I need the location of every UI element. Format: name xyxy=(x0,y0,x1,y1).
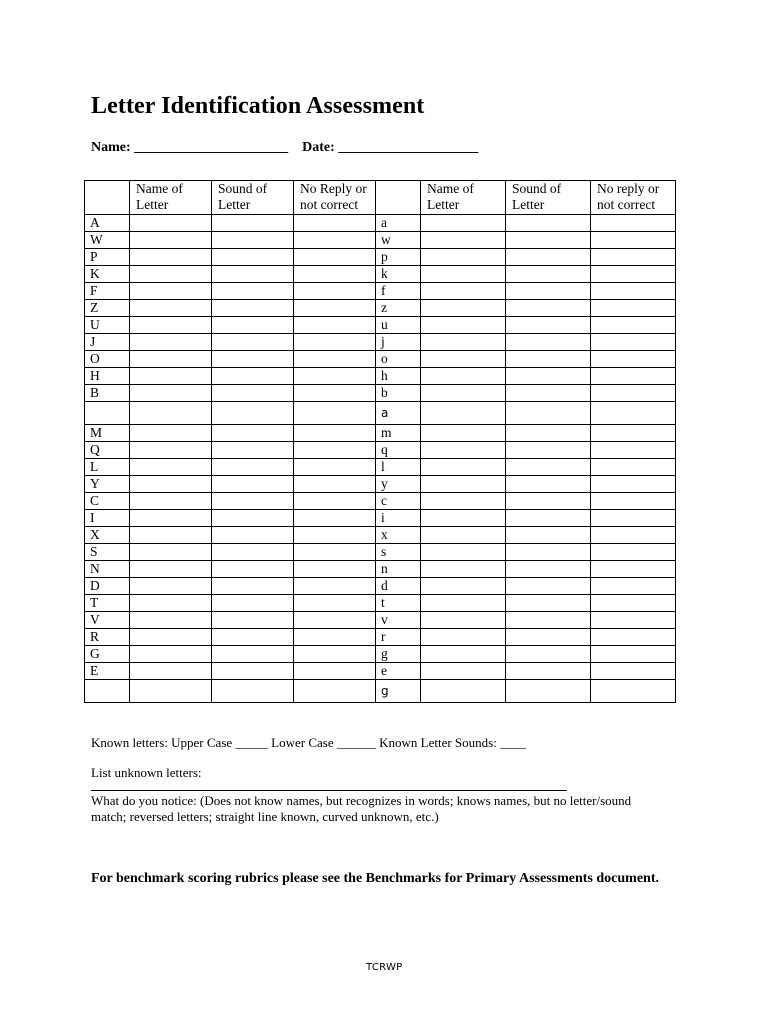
no-reply-cell[interactable] xyxy=(294,385,376,402)
name-of-letter-cell[interactable] xyxy=(130,232,212,249)
lower-letter-cell: k xyxy=(376,266,421,283)
sound-of-letter-cell[interactable] xyxy=(506,317,591,334)
no-reply-cell[interactable] xyxy=(294,215,376,232)
name-of-letter-cell[interactable] xyxy=(421,629,506,646)
upper-letter-cell xyxy=(85,680,130,703)
no-reply-cell[interactable] xyxy=(294,249,376,266)
lower-letter-cell: e xyxy=(376,663,421,680)
no-reply-cell[interactable] xyxy=(294,527,376,544)
lower-letter-cell: m xyxy=(376,425,421,442)
sound-of-letter-cell[interactable] xyxy=(212,612,294,629)
assessment-table xyxy=(84,180,676,703)
sound-of-letter-cell[interactable] xyxy=(506,544,591,561)
lower-letter-cell: t xyxy=(376,595,421,612)
table-row xyxy=(85,300,676,317)
table-row xyxy=(85,317,676,334)
name-of-letter-cell[interactable] xyxy=(130,595,212,612)
sound-of-letter-cell[interactable] xyxy=(212,680,294,703)
sound-of-letter-cell[interactable] xyxy=(506,459,591,476)
name-date-line xyxy=(91,140,478,156)
sound-of-letter-cell[interactable] xyxy=(506,351,591,368)
sound-of-letter-cell[interactable] xyxy=(506,595,591,612)
name-of-letter-cell[interactable] xyxy=(421,385,506,402)
no-reply-cell[interactable] xyxy=(294,510,376,527)
table-row xyxy=(85,612,676,629)
lower-letter-cell: g xyxy=(376,680,421,703)
name-of-letter-cell[interactable] xyxy=(130,425,212,442)
name-of-letter-cell[interactable] xyxy=(421,612,506,629)
sound-of-letter-cell[interactable] xyxy=(212,544,294,561)
sound-of-letter-cell[interactable] xyxy=(506,493,591,510)
header-cell: Name of Letter xyxy=(421,181,506,215)
header-cell: Sound of Letter xyxy=(506,181,591,215)
sound-of-letter-cell[interactable] xyxy=(212,629,294,646)
sound-of-letter-cell[interactable] xyxy=(506,561,591,578)
table-row xyxy=(85,351,676,368)
table-row xyxy=(85,561,676,578)
sound-of-letter-cell[interactable] xyxy=(212,595,294,612)
sound-of-letter-cell[interactable] xyxy=(506,680,591,703)
table-row xyxy=(85,595,676,612)
upper-letter-cell: U xyxy=(85,317,130,334)
no-reply-cell[interactable] xyxy=(591,283,676,300)
no-reply-cell[interactable] xyxy=(591,215,676,232)
sound-of-letter-cell[interactable] xyxy=(506,629,591,646)
sound-of-letter-cell[interactable] xyxy=(212,334,294,351)
no-reply-cell[interactable] xyxy=(591,249,676,266)
lower-letter-cell: f xyxy=(376,283,421,300)
date-field-label: Date: ____________________ xyxy=(302,140,479,155)
name-of-letter-cell[interactable] xyxy=(130,510,212,527)
sound-of-letter-cell[interactable] xyxy=(506,425,591,442)
name-of-letter-cell[interactable] xyxy=(130,629,212,646)
no-reply-cell[interactable] xyxy=(294,561,376,578)
no-reply-cell[interactable] xyxy=(591,629,676,646)
table-row xyxy=(85,402,676,425)
name-of-letter-cell[interactable] xyxy=(421,663,506,680)
name-of-letter-cell[interactable] xyxy=(421,544,506,561)
upper-letter-cell: L xyxy=(85,459,130,476)
name-of-letter-cell[interactable] xyxy=(421,300,506,317)
page-title: Letter Identification Assessment xyxy=(91,93,425,119)
upper-letter-cell: G xyxy=(85,646,130,663)
name-of-letter-cell[interactable] xyxy=(130,646,212,663)
table-row xyxy=(85,646,676,663)
no-reply-cell[interactable] xyxy=(591,578,676,595)
name-of-letter-cell[interactable] xyxy=(130,249,212,266)
table-row xyxy=(85,385,676,402)
no-reply-cell[interactable] xyxy=(591,351,676,368)
name-of-letter-cell[interactable] xyxy=(421,476,506,493)
sound-of-letter-cell[interactable] xyxy=(506,249,591,266)
sound-of-letter-cell[interactable] xyxy=(506,476,591,493)
sound-of-letter-cell[interactable] xyxy=(212,425,294,442)
name-of-letter-cell[interactable] xyxy=(130,612,212,629)
lower-letter-cell: r xyxy=(376,629,421,646)
name-of-letter-cell[interactable] xyxy=(130,402,212,425)
upper-letter-cell: T xyxy=(85,595,130,612)
lower-letter-cell: y xyxy=(376,476,421,493)
upper-letter-cell: Y xyxy=(85,476,130,493)
lower-letter-cell: a xyxy=(376,402,421,425)
lower-letter-cell: l xyxy=(376,459,421,476)
lower-letter-cell: b xyxy=(376,385,421,402)
upper-letter-cell xyxy=(85,402,130,425)
name-of-letter-cell[interactable] xyxy=(130,266,212,283)
lower-letter-cell: n xyxy=(376,561,421,578)
sound-of-letter-cell[interactable] xyxy=(506,215,591,232)
no-reply-cell[interactable] xyxy=(591,544,676,561)
sound-of-letter-cell[interactable] xyxy=(506,300,591,317)
name-of-letter-cell[interactable] xyxy=(421,368,506,385)
name-of-letter-cell[interactable] xyxy=(421,425,506,442)
sound-of-letter-cell[interactable] xyxy=(506,646,591,663)
name-of-letter-cell[interactable] xyxy=(421,561,506,578)
sound-of-letter-cell[interactable] xyxy=(212,510,294,527)
table-row xyxy=(85,629,676,646)
name-of-letter-cell[interactable] xyxy=(130,442,212,459)
no-reply-cell[interactable] xyxy=(591,595,676,612)
table-row xyxy=(85,442,676,459)
name-of-letter-cell[interactable] xyxy=(130,459,212,476)
list-unknown-label: List unknown letters: xyxy=(91,765,202,780)
lower-letter-cell: a xyxy=(376,215,421,232)
name-of-letter-cell[interactable] xyxy=(130,493,212,510)
name-of-letter-cell[interactable] xyxy=(421,510,506,527)
table-row xyxy=(85,215,676,232)
sound-of-letter-cell[interactable] xyxy=(506,663,591,680)
lower-letter-cell: p xyxy=(376,249,421,266)
upper-letter-cell: Z xyxy=(85,300,130,317)
sound-of-letter-cell[interactable] xyxy=(506,527,591,544)
upper-letter-cell: P xyxy=(85,249,130,266)
name-of-letter-cell[interactable] xyxy=(421,595,506,612)
table-row xyxy=(85,334,676,351)
no-reply-cell[interactable] xyxy=(294,476,376,493)
lower-letter-cell: z xyxy=(376,300,421,317)
no-reply-cell[interactable] xyxy=(591,442,676,459)
no-reply-cell[interactable] xyxy=(591,476,676,493)
table-row xyxy=(85,476,676,493)
lower-letter-cell: x xyxy=(376,527,421,544)
upper-letter-cell: D xyxy=(85,578,130,595)
name-of-letter-cell[interactable] xyxy=(421,334,506,351)
lower-letter-cell: g xyxy=(376,646,421,663)
sound-of-letter-cell[interactable] xyxy=(212,385,294,402)
upper-letter-cell: Q xyxy=(85,442,130,459)
no-reply-cell[interactable] xyxy=(591,646,676,663)
upper-letter-cell: W xyxy=(85,232,130,249)
upper-letter-cell: S xyxy=(85,544,130,561)
name-of-letter-cell[interactable] xyxy=(130,544,212,561)
upper-letter-cell: E xyxy=(85,663,130,680)
table-row xyxy=(85,266,676,283)
no-reply-cell[interactable] xyxy=(591,232,676,249)
upper-letter-cell: O xyxy=(85,351,130,368)
no-reply-cell[interactable] xyxy=(591,317,676,334)
upper-letter-cell: B xyxy=(85,385,130,402)
name-of-letter-cell[interactable] xyxy=(130,561,212,578)
sound-of-letter-cell[interactable] xyxy=(212,402,294,425)
sound-of-letter-cell[interactable] xyxy=(506,442,591,459)
name-of-letter-cell[interactable] xyxy=(421,215,506,232)
name-of-letter-cell[interactable] xyxy=(130,476,212,493)
table-row xyxy=(85,578,676,595)
lower-letter-cell: h xyxy=(376,368,421,385)
no-reply-cell[interactable] xyxy=(591,334,676,351)
table-row xyxy=(85,493,676,510)
name-of-letter-cell[interactable] xyxy=(130,527,212,544)
sound-of-letter-cell[interactable] xyxy=(506,334,591,351)
sound-of-letter-cell[interactable] xyxy=(212,266,294,283)
sound-of-letter-cell[interactable] xyxy=(506,266,591,283)
name-field-label: Name: ______________________ xyxy=(91,140,289,155)
upper-letter-cell: V xyxy=(85,612,130,629)
no-reply-cell[interactable] xyxy=(591,510,676,527)
table-row xyxy=(85,425,676,442)
name-of-letter-cell[interactable] xyxy=(130,334,212,351)
sound-of-letter-cell[interactable] xyxy=(212,317,294,334)
name-of-letter-cell[interactable] xyxy=(130,663,212,680)
no-reply-cell[interactable] xyxy=(294,368,376,385)
sound-of-letter-cell[interactable] xyxy=(212,459,294,476)
no-reply-cell[interactable] xyxy=(591,663,676,680)
no-reply-cell[interactable] xyxy=(591,385,676,402)
no-reply-cell[interactable] xyxy=(294,629,376,646)
footer-label: TCRWP xyxy=(366,962,403,973)
sound-of-letter-cell[interactable] xyxy=(212,351,294,368)
header-cell: No Reply or not correct xyxy=(294,181,376,215)
name-of-letter-cell[interactable] xyxy=(421,680,506,703)
no-reply-cell[interactable] xyxy=(591,425,676,442)
sound-of-letter-cell[interactable] xyxy=(212,232,294,249)
lower-letter-cell: i xyxy=(376,510,421,527)
header-cell: No reply or not correct xyxy=(591,181,676,215)
upper-letter-cell: C xyxy=(85,493,130,510)
name-of-letter-cell[interactable] xyxy=(421,266,506,283)
name-of-letter-cell[interactable] xyxy=(130,283,212,300)
sound-of-letter-cell[interactable] xyxy=(212,527,294,544)
sound-of-letter-cell[interactable] xyxy=(506,232,591,249)
sound-of-letter-cell[interactable] xyxy=(506,510,591,527)
no-reply-cell[interactable] xyxy=(294,232,376,249)
name-of-letter-cell[interactable] xyxy=(421,442,506,459)
no-reply-cell[interactable] xyxy=(591,527,676,544)
name-of-letter-cell[interactable] xyxy=(421,646,506,663)
notice-prompt: What do you notice: (Does not know names, but recognizes in words; knows names, but no letter/sound match; reversed letters; straight line known, curved unknown, etc.) xyxy=(91,793,632,824)
no-reply-cell[interactable] xyxy=(591,561,676,578)
sound-of-letter-cell[interactable] xyxy=(212,646,294,663)
no-reply-cell[interactable] xyxy=(294,334,376,351)
no-reply-cell[interactable] xyxy=(294,663,376,680)
table-row xyxy=(85,680,676,703)
no-reply-cell[interactable] xyxy=(294,646,376,663)
name-of-letter-cell[interactable] xyxy=(421,249,506,266)
no-reply-cell[interactable] xyxy=(591,680,676,703)
name-of-letter-cell[interactable] xyxy=(130,215,212,232)
name-of-letter-cell[interactable] xyxy=(421,493,506,510)
header-cell xyxy=(85,181,130,215)
name-of-letter-cell[interactable] xyxy=(130,385,212,402)
lower-letter-cell: c xyxy=(376,493,421,510)
table-row xyxy=(85,232,676,249)
name-of-letter-cell[interactable] xyxy=(421,527,506,544)
no-reply-cell[interactable] xyxy=(294,402,376,425)
known-letters-line: Known letters: Upper Case _____ Lower Case ______ Known Letter Sounds: ____ xyxy=(91,735,527,750)
no-reply-cell[interactable] xyxy=(294,300,376,317)
name-of-letter-cell[interactable] xyxy=(130,368,212,385)
lower-letter-cell: w xyxy=(376,232,421,249)
sound-of-letter-cell[interactable] xyxy=(506,368,591,385)
upper-letter-cell: R xyxy=(85,629,130,646)
table-row xyxy=(85,544,676,561)
table-row xyxy=(85,663,676,680)
table-row xyxy=(85,527,676,544)
sound-of-letter-cell[interactable] xyxy=(212,578,294,595)
name-of-letter-cell[interactable] xyxy=(130,578,212,595)
upper-letter-cell: A xyxy=(85,215,130,232)
no-reply-cell[interactable] xyxy=(294,351,376,368)
sound-of-letter-cell[interactable] xyxy=(506,578,591,595)
header-cell: Sound of Letter xyxy=(212,181,294,215)
no-reply-cell[interactable] xyxy=(294,595,376,612)
name-of-letter-cell[interactable] xyxy=(130,300,212,317)
no-reply-cell[interactable] xyxy=(294,266,376,283)
sound-of-letter-cell[interactable] xyxy=(212,283,294,300)
name-of-letter-cell[interactable] xyxy=(421,459,506,476)
sound-of-letter-cell[interactable] xyxy=(506,283,591,300)
sound-of-letter-cell[interactable] xyxy=(212,215,294,232)
upper-letter-cell: I xyxy=(85,510,130,527)
name-of-letter-cell[interactable] xyxy=(421,402,506,425)
sound-of-letter-cell[interactable] xyxy=(212,561,294,578)
table-row xyxy=(85,459,676,476)
upper-letter-cell: X xyxy=(85,527,130,544)
sound-of-letter-cell[interactable] xyxy=(212,442,294,459)
name-of-letter-cell[interactable] xyxy=(130,351,212,368)
name-of-letter-cell[interactable] xyxy=(130,317,212,334)
name-of-letter-cell[interactable] xyxy=(421,317,506,334)
header-cell xyxy=(376,181,421,215)
sound-of-letter-cell[interactable] xyxy=(212,476,294,493)
no-reply-cell[interactable] xyxy=(591,402,676,425)
sound-of-letter-cell[interactable] xyxy=(212,249,294,266)
table-row xyxy=(85,510,676,527)
benchmark-note: For benchmark scoring rubrics please see the Benchmarks for Primary Assessments document. xyxy=(91,871,659,886)
no-reply-cell[interactable] xyxy=(294,317,376,334)
upper-letter-cell: N xyxy=(85,561,130,578)
upper-letter-cell: H xyxy=(85,368,130,385)
upper-letter-cell: K xyxy=(85,266,130,283)
header-cell: Name of Letter xyxy=(130,181,212,215)
no-reply-cell[interactable] xyxy=(591,493,676,510)
no-reply-cell[interactable] xyxy=(294,283,376,300)
name-of-letter-cell[interactable] xyxy=(130,680,212,703)
sound-of-letter-cell[interactable] xyxy=(506,402,591,425)
sound-of-letter-cell[interactable] xyxy=(212,368,294,385)
no-reply-cell[interactable] xyxy=(294,544,376,561)
no-reply-cell[interactable] xyxy=(294,680,376,703)
sound-of-letter-cell[interactable] xyxy=(212,300,294,317)
no-reply-cell[interactable] xyxy=(294,425,376,442)
sound-of-letter-cell[interactable] xyxy=(212,493,294,510)
no-reply-cell[interactable] xyxy=(591,612,676,629)
name-of-letter-cell[interactable] xyxy=(421,283,506,300)
sound-of-letter-cell[interactable] xyxy=(212,663,294,680)
no-reply-cell[interactable] xyxy=(294,612,376,629)
no-reply-cell[interactable] xyxy=(591,300,676,317)
lower-letter-cell: q xyxy=(376,442,421,459)
lower-letter-cell: s xyxy=(376,544,421,561)
lower-letter-cell: u xyxy=(376,317,421,334)
sound-of-letter-cell[interactable] xyxy=(506,385,591,402)
lower-letter-cell: d xyxy=(376,578,421,595)
name-of-letter-cell[interactable] xyxy=(421,351,506,368)
upper-letter-cell: M xyxy=(85,425,130,442)
no-reply-cell[interactable] xyxy=(294,459,376,476)
no-reply-cell[interactable] xyxy=(294,493,376,510)
lower-letter-cell: j xyxy=(376,334,421,351)
upper-letter-cell: F xyxy=(85,283,130,300)
upper-letter-cell: J xyxy=(85,334,130,351)
name-of-letter-cell[interactable] xyxy=(421,578,506,595)
table-header-row xyxy=(85,181,676,215)
no-reply-cell[interactable] xyxy=(294,578,376,595)
table-row xyxy=(85,249,676,266)
table-row xyxy=(85,368,676,385)
lower-letter-cell: o xyxy=(376,351,421,368)
lower-letter-cell: v xyxy=(376,612,421,629)
name-of-letter-cell[interactable] xyxy=(421,232,506,249)
no-reply-cell[interactable] xyxy=(591,266,676,283)
no-reply-cell[interactable] xyxy=(591,368,676,385)
no-reply-cell[interactable] xyxy=(294,442,376,459)
table-row xyxy=(85,283,676,300)
answer-rule xyxy=(91,790,567,791)
no-reply-cell[interactable] xyxy=(591,459,676,476)
sound-of-letter-cell[interactable] xyxy=(506,612,591,629)
